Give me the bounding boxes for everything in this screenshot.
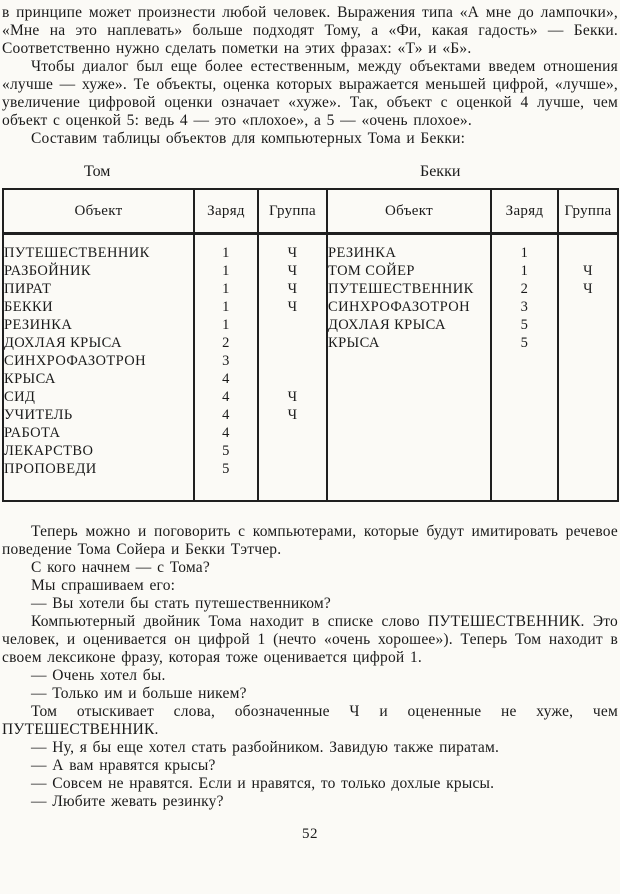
table-cell-line — [559, 298, 617, 316]
paragraph: С кого начнем — с Тома? — [31, 559, 210, 576]
becky-table-caption: Бекки — [420, 163, 461, 180]
table-cell-line: КРЫСА — [4, 371, 56, 387]
table-cell-line: 1 — [222, 263, 230, 279]
table-cell-line: Ч — [287, 389, 298, 405]
table-cell-line — [559, 244, 617, 262]
table-cell-line: Ч — [287, 263, 298, 279]
table-cell-line: ТОМ СОЙЕР — [328, 263, 415, 279]
table-cell-line: Ч — [287, 407, 298, 423]
table-cell-line: 5 — [520, 317, 529, 333]
dialog-line: — Ну, я бы еще хотел стать разбойником. Завидую также пиратам. — [31, 739, 500, 756]
table-cell-line: 2 — [520, 281, 529, 297]
table-cell-line: 1 — [520, 245, 529, 261]
table-cell-line — [259, 370, 326, 388]
table-cell-line — [259, 424, 326, 442]
dialog-section — [2, 523, 618, 811]
table-cell-line: РЕЗИНКА — [328, 245, 397, 261]
table-cell-line — [559, 334, 617, 352]
tom-object-column — [3, 234, 194, 502]
table-cell-line: 1 — [222, 245, 230, 261]
becky-object-column — [327, 234, 491, 502]
table-cell-line — [259, 334, 326, 352]
tom-group-header: Группа — [258, 189, 327, 234]
table-cell-line: Ч — [583, 281, 593, 297]
table-cell-line: Ч — [287, 245, 298, 261]
table-cell-line: СИД — [4, 389, 36, 405]
dialog-line: — Любите жевать резинку? — [31, 793, 224, 810]
table-cell-line: УЧИТЕЛЬ — [4, 407, 73, 423]
paragraph: Теперь можно и поговорить с компьютерами, которые будут имитировать речевое поведение Тома Сойера и Бекки Тэтчер. — [2, 523, 618, 558]
paragraph: Составим таблицы объектов для компьютерных Тома и Бекки: — [31, 130, 466, 147]
dialog-line: — Вы хотели бы стать путешественником? — [31, 595, 332, 612]
paragraph: Компьютерный двойник Тома находит в списке слово ПУТЕШЕСТВЕННИК. Это человек, и оценивается он цифрой 1 (нечто «очень хорошее»). Теперь Том находит в своем лексиконе фразу, которая тоже оценивается цифрой 1. — [2, 613, 618, 666]
table-cell-line: ПИРАТ — [4, 281, 52, 297]
becky-group-header: Группа — [558, 189, 618, 234]
table-header-row — [3, 189, 618, 234]
table-cell-line: 5 — [222, 443, 230, 459]
table-cell-line: ПУТЕШЕСТВЕННИК — [4, 245, 150, 261]
paragraph: в принципе может произнести любой человек. Выражения типа «А мне до лампочки», «Мне на это наплевать» больше подходят Тому, а «Фи, какая гадость» — Бекки. Соответственно нужно сделать пометки на этих фразах: «Т» и «Б». — [2, 4, 618, 57]
table-cell-line: 4 — [222, 389, 230, 405]
table-cell-line: Ч — [287, 299, 298, 315]
table-cell-line: 4 — [222, 371, 230, 387]
becky-object-header: Объект — [327, 189, 491, 234]
table-cell-line: Ч — [583, 263, 593, 279]
table-cell-line: ДОХЛАЯ КРЫСА — [328, 317, 446, 333]
table-cell-line: СИНХРОФАЗОТРОН — [328, 299, 471, 315]
paragraph: Чтобы диалог был еще более естественным, между объектами введем отношения «лучше — хуже». Те объекты, оценка которых выражается меньшей цифрой, «лучше», увеличение цифровой оценки означает «хуже». Так, объект с оценкой 4 лучше, чем объект с оценкой 5: ведь 4 — это «плохое», а 5 — «очень плохое». — [2, 58, 618, 129]
table-cell-line: 4 — [222, 407, 230, 423]
table-cell-line: 1 — [520, 263, 529, 279]
table-cell-line: 1 — [222, 299, 230, 315]
becky-group-column — [558, 234, 618, 502]
table-cell-line: 4 — [222, 425, 230, 441]
table-cell-line — [259, 442, 326, 460]
table-cell-line: 5 — [222, 461, 230, 477]
table-cell-line: 2 — [222, 335, 230, 351]
table-cell-line — [559, 316, 617, 334]
dialog-line: — А вам нравятся крысы? — [31, 757, 216, 774]
table-cell-line: КРЫСА — [328, 335, 380, 351]
table-body-row — [3, 234, 618, 502]
table-cell-line: ПРОПОВЕДИ — [4, 461, 97, 477]
paragraph: Том отыскивает слова, обозначенные Ч и оцененные не хуже, чем ПУТЕШЕСТВЕННИК. — [2, 703, 618, 738]
table-cell-line: 1 — [222, 317, 230, 333]
table-captions — [2, 163, 618, 181]
dialog-line: — Очень хотел бы. — [31, 667, 166, 684]
intro-section — [2, 4, 618, 148]
dialog-line: — Только им и больше никем? — [31, 685, 247, 702]
table-cell-line: Ч — [287, 281, 298, 297]
tom-object-header: Объект — [3, 189, 194, 234]
page-number: 52 — [302, 826, 318, 842]
table-cell-line: РЕЗИНКА — [4, 317, 73, 333]
table-cell-line: БЕККИ — [4, 299, 53, 315]
becky-charge-column — [491, 234, 558, 502]
table-cell-line — [259, 316, 326, 334]
objects-table — [2, 188, 619, 502]
table-cell-line — [259, 352, 326, 370]
becky-charge-header: Заряд — [491, 189, 558, 234]
table-cell-line: ПУТЕШЕСТВЕННИК — [328, 281, 474, 297]
tom-charge-column — [194, 234, 258, 502]
tom-group-column — [258, 234, 327, 502]
table-cell-line: 3 — [222, 353, 230, 369]
table-cell-line: 1 — [222, 281, 230, 297]
tom-charge-header: Заряд — [194, 189, 258, 234]
table-cell-line: 3 — [520, 299, 529, 315]
paragraph: Мы спрашиваем его: — [31, 577, 176, 594]
dialog-line: — Совсем не нравятся. Если и нравятся, то только дохлые крысы. — [31, 775, 495, 792]
tom-table-caption: Том — [84, 163, 111, 180]
table-cell-line: 5 — [520, 335, 529, 351]
table-cell-line: СИНХРОФАЗОТРОН — [4, 353, 147, 369]
table-cell-line: ДОХЛАЯ КРЫСА — [4, 335, 122, 351]
table-cell-line — [259, 460, 326, 478]
table-cell-line: РАЗБОЙНИК — [4, 263, 91, 279]
table-cell-line: РАБОТА — [4, 425, 61, 441]
table-cell-line: ЛЕКАРСТВО — [4, 443, 94, 459]
